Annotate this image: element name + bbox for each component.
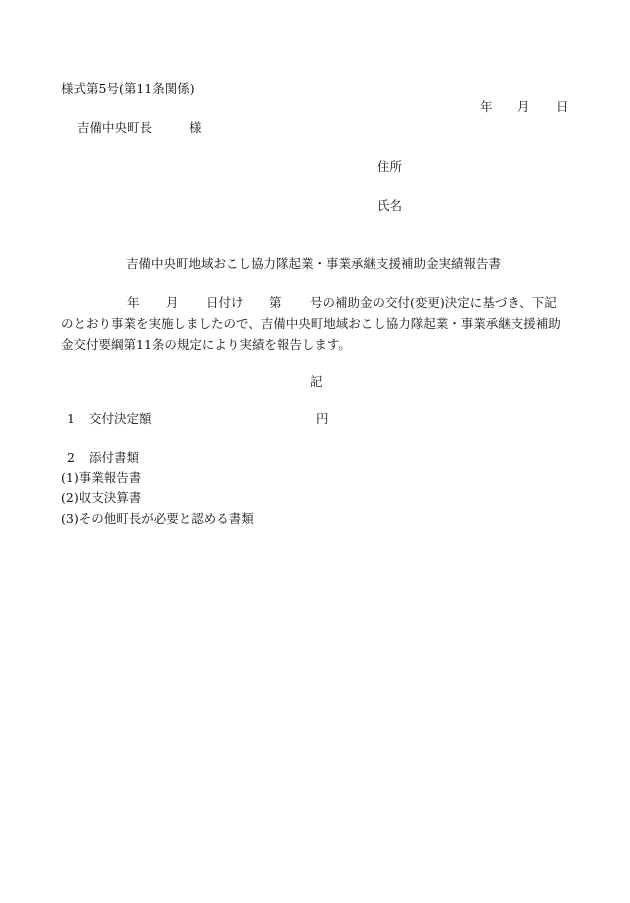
item-2-label: 添付書類 xyxy=(89,450,140,465)
attachment-item: (3)その他町長が必要と認める書類 xyxy=(61,511,254,526)
ki-heading: 記 xyxy=(310,374,323,389)
item-1-unit: 円 xyxy=(316,411,329,426)
item-1-label: 交付決定額 xyxy=(89,411,152,426)
body-number: 第 xyxy=(269,295,282,310)
attachment-item: (1)事業報告書 xyxy=(61,470,142,485)
body-line-3: 金交付要綱第11条の規定により実績を報告します。 xyxy=(61,337,351,352)
attachment-item: (2)収支決算書 xyxy=(61,490,142,505)
date-year: 年 xyxy=(480,99,493,114)
body-day: 日付け xyxy=(206,295,244,310)
item-2-number: 2 xyxy=(67,450,75,465)
name-label: 氏名 xyxy=(377,198,403,213)
body-year: 年 xyxy=(127,295,140,310)
address-label: 住所 xyxy=(377,159,403,174)
date-day: 日 xyxy=(556,99,569,114)
document-title: 吉備中央町地域おこし協力隊起業・事業承継支援補助金実績報告書 xyxy=(126,256,502,271)
honorific: 様 xyxy=(189,120,202,135)
body-line-2: のとおり事業を実施しましたので、吉備中央町地域おこし協力隊起業・事業承継支援補助 xyxy=(61,316,561,331)
addressee: 吉備中央町長 xyxy=(77,120,153,135)
body-month: 月 xyxy=(166,295,179,310)
body-line-1-rest: 号の補助金の交付(変更)決定に基づき、下記 xyxy=(310,295,557,310)
date-month: 月 xyxy=(517,99,530,114)
form-number: 様式第5号(第11条関係) xyxy=(61,81,195,96)
item-1-number: 1 xyxy=(67,411,75,426)
